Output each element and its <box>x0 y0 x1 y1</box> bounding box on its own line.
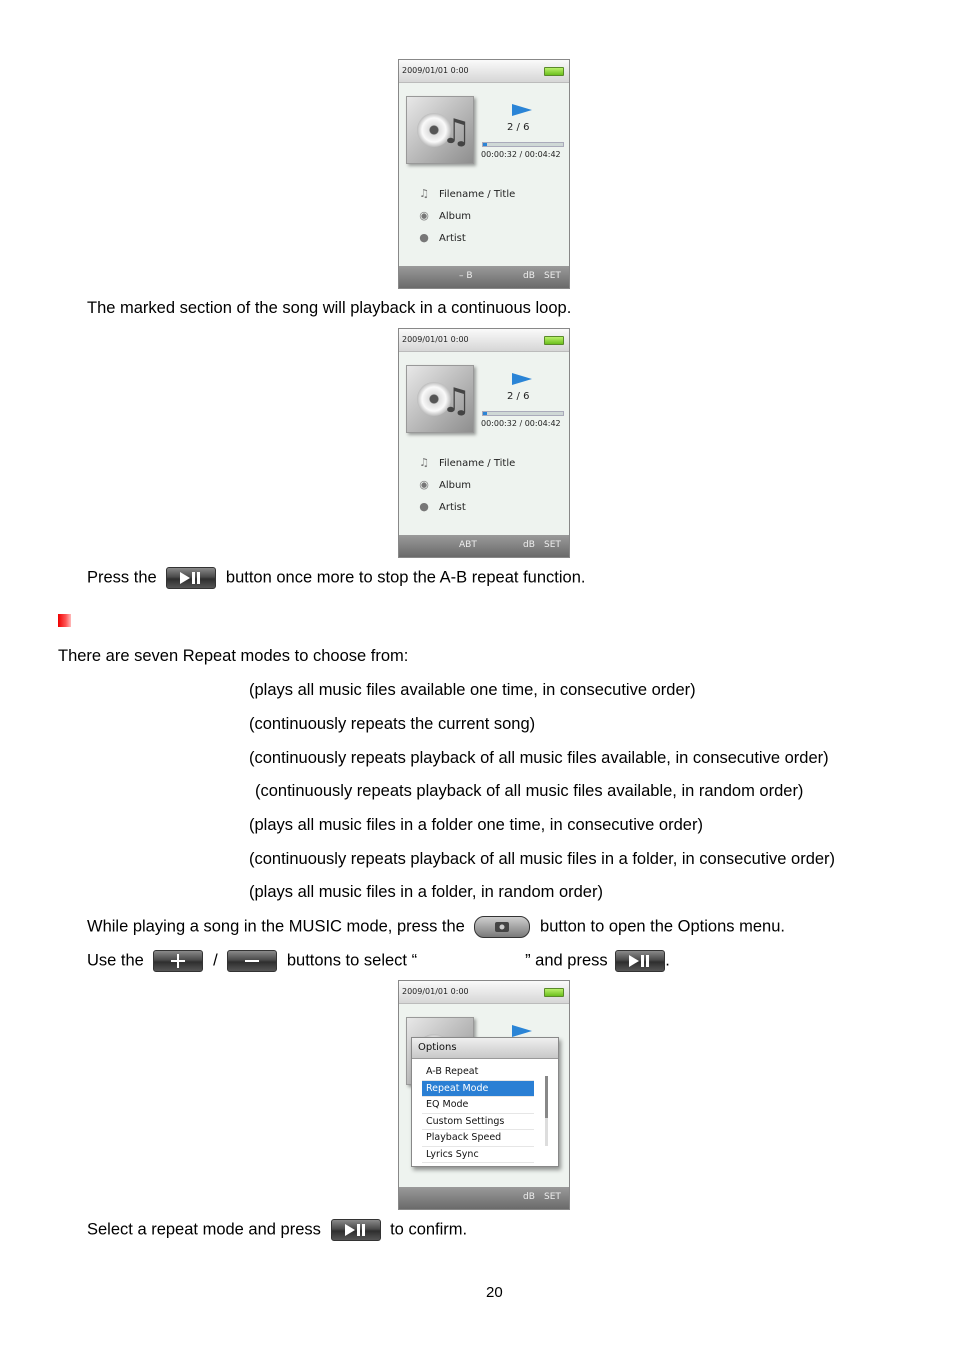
play-pause-button <box>331 1219 381 1241</box>
battery-icon <box>544 67 564 76</box>
status-bar <box>399 981 569 1004</box>
select-mode-text: Select a repeat mode and press <box>87 1220 321 1239</box>
options-scrollbar[interactable] <box>545 1076 548 1146</box>
press-stop-line <box>87 567 585 589</box>
date-time: 2009/01/01 0:00 <box>402 335 469 344</box>
options-instruction-line <box>87 916 785 938</box>
ab-indicator: – B <box>459 271 473 281</box>
open-options-text: button to open the Options menu. <box>540 917 785 936</box>
person-icon: ● <box>419 500 429 513</box>
options-title: Options <box>412 1038 558 1059</box>
mode-2-description: (continuously repeats the current song) <box>249 715 536 733</box>
disc-icon: ◉ <box>419 209 429 222</box>
options-list <box>422 1064 534 1163</box>
press-the-text: Press the <box>87 568 157 587</box>
album-art: ♫ <box>406 96 474 164</box>
buttons-to-select-text: buttons to select “ <box>286 951 418 970</box>
seven-modes-text: There are seven Repeat modes to choose from: <box>58 647 409 665</box>
mode-5-description: (plays all music files in a folder one time, in consecutive order) <box>249 816 703 834</box>
date-time: 2009/01/01 0:00 <box>402 987 469 996</box>
row-album: ◉ Album <box>417 478 471 491</box>
and-press-text: ” and press <box>525 951 608 970</box>
menu-item-repeat-mode[interactable]: Repeat Mode <box>422 1081 534 1098</box>
progress-bar <box>482 411 564 416</box>
menu-item-playback-speed[interactable]: Playback Speed <box>422 1130 534 1147</box>
elapsed-time: 00:00:32 / 00:04:42 <box>481 419 561 428</box>
status-bar <box>399 329 569 352</box>
select-instruction-line <box>87 950 670 972</box>
play-icon <box>512 104 532 116</box>
row-title: ♫ Filename / Title <box>417 456 515 469</box>
device-screenshot-1 <box>398 59 570 289</box>
person-icon: ● <box>419 231 429 244</box>
track-counter: 2 / 6 <box>507 122 530 133</box>
menu-item-ab-repeat[interactable]: A-B Repeat <box>422 1064 534 1081</box>
device-screenshot-3 <box>398 980 570 1210</box>
mode-6-description: (continuously repeats playback of all music files in a folder, in consecutive order) <box>249 850 836 868</box>
options-menu <box>411 1037 559 1167</box>
note-icon: ♫ <box>419 187 429 200</box>
settings-icon: SET <box>544 271 561 281</box>
menu-item-eq-mode[interactable]: EQ Mode <box>422 1097 534 1114</box>
battery-icon <box>544 336 564 345</box>
loop-text: The marked section of the song will playback in a continuous loop. <box>87 299 572 317</box>
bottom-bar <box>399 535 569 557</box>
play-pause-button <box>615 950 665 972</box>
battery-icon <box>544 988 564 997</box>
mode-1-description: (plays all music files available one time, in consecutive order) <box>249 681 696 699</box>
minus-button <box>227 950 277 972</box>
menu-item-custom-settings[interactable]: Custom Settings <box>422 1114 534 1131</box>
row-artist: ● Artist <box>417 500 466 513</box>
settings-icon: SET <box>544 1192 561 1202</box>
to-confirm-text: to confirm. <box>390 1220 468 1239</box>
ab-indicator: ABT <box>459 540 477 550</box>
device-screenshot-2 <box>398 328 570 558</box>
menu-button <box>474 916 530 938</box>
eq-icon: dB <box>523 1192 535 1202</box>
mode-4-description: (continuously repeats playback of all music files available, in random order) <box>255 782 804 800</box>
play-pause-button <box>166 567 216 589</box>
disc-icon: ◉ <box>419 478 429 491</box>
confirm-instruction-line <box>87 1219 467 1241</box>
slash-text: / <box>213 951 218 970</box>
play-icon <box>512 1025 532 1037</box>
date-time: 2009/01/01 0:00 <box>402 66 469 75</box>
bottom-bar <box>399 266 569 288</box>
mode-7-description: (plays all music files in a folder, in random order) <box>249 883 603 901</box>
play-icon <box>512 373 532 385</box>
while-playing-text: While playing a song in the MUSIC mode, press the <box>87 917 465 936</box>
plus-button <box>153 950 203 972</box>
bottom-bar <box>399 1187 569 1209</box>
row-title: ♫ Filename / Title <box>417 187 515 200</box>
elapsed-time: 00:00:32 / 00:04:42 <box>481 150 561 159</box>
eq-icon: dB <box>523 540 535 550</box>
row-artist: ● Artist <box>417 231 466 244</box>
status-bar <box>399 60 569 83</box>
section-bullet-icon <box>58 614 71 627</box>
track-counter: 2 / 6 <box>507 391 530 402</box>
use-the-text: Use the <box>87 951 144 970</box>
page-number: 20 <box>486 1284 503 1301</box>
progress-bar <box>482 142 564 147</box>
settings-icon: SET <box>544 540 561 550</box>
stop-ab-text: button once more to stop the A-B repeat function. <box>225 568 586 587</box>
eq-icon: dB <box>523 271 535 281</box>
period-text: . <box>665 951 670 970</box>
album-art: ♫ <box>406 365 474 433</box>
mode-3-description: (continuously repeats playback of all music files available, in consecutive order) <box>249 749 829 767</box>
menu-item-lyrics-sync[interactable]: Lyrics Sync <box>422 1147 534 1164</box>
row-album: ◉ Album <box>417 209 471 222</box>
note-icon: ♫ <box>419 456 429 469</box>
